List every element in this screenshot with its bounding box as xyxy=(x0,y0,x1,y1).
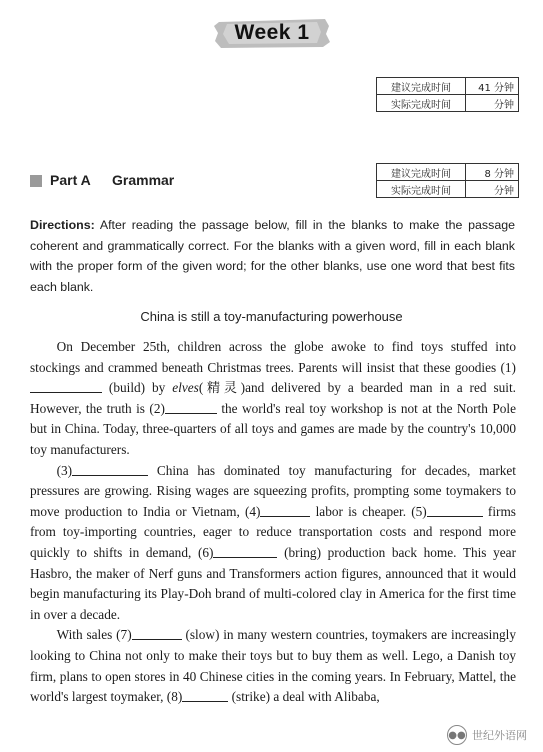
directions xyxy=(30,215,515,297)
blank-number: (4) xyxy=(244,503,261,519)
time-table-overall xyxy=(376,77,519,112)
blank-6[interactable] xyxy=(213,544,277,558)
paragraph-2: (3) China has dominated toy manufacturing for decades, market pressures are growing. Rising wages are squeezing profits, prompting some toymakers to move production to India or Vietnam, (4) labor is cheaper. (5) firms from toy-importing countries, eager to reduce transportation costs and respond more quickly to shifts in demand, (6) (bring) production back home. This year Hasbro, the maker of Nerf guns and Transformers action figures, announced that it would begin manufacturing its Play-Doh brand of multi-colored clay in America for the first time in over a decade. xyxy=(30,462,516,622)
blank-number: (2) xyxy=(149,400,165,416)
table-row xyxy=(377,164,519,181)
blank-1[interactable] xyxy=(30,379,102,393)
blank-4[interactable] xyxy=(260,503,310,517)
time-label: 实际完成时间 xyxy=(377,95,466,112)
blank-number: (7) xyxy=(116,627,132,643)
table-row xyxy=(377,95,519,112)
blank-number: (1) xyxy=(500,359,516,375)
table-row xyxy=(377,78,519,95)
blank-7[interactable] xyxy=(132,626,182,640)
time-label: 建议完成时间 xyxy=(377,164,466,181)
watermark xyxy=(447,726,527,744)
watermark-text: 世纪外语网 xyxy=(472,729,527,742)
blank-5[interactable] xyxy=(427,503,483,517)
part-title: Grammar xyxy=(112,172,175,188)
time-label: 实际完成时间 xyxy=(377,181,466,198)
blank-number: (3) xyxy=(56,462,73,478)
blank-number: (8) xyxy=(166,689,183,705)
blank-number: (6) xyxy=(197,544,214,560)
blank-number: (5) xyxy=(411,503,427,519)
passage xyxy=(30,337,516,708)
time-value: 分钟 xyxy=(466,95,519,112)
directions-label: Directions: xyxy=(30,218,95,232)
blank-2[interactable] xyxy=(165,400,217,414)
time-value: 41 分钟 xyxy=(466,78,519,95)
time-table-part-a xyxy=(376,163,519,198)
week-banner xyxy=(213,16,331,50)
time-value: 分钟 xyxy=(466,181,519,198)
blank-3[interactable] xyxy=(72,462,148,476)
paragraph-3: With sales (7) (slow) in many western countries, toymakers are increasingly looking to China not only to make their toys but to buy them as well. Lego, a Danish toy firm, plans to open stores in 40 Chinese cities in the coming years. In February, Mattel, the world's largest toymaker, (8) (strike) a deal with Alibaba, xyxy=(30,627,516,705)
part-label: Part A xyxy=(50,172,91,188)
wechat-icon: ●● xyxy=(447,725,467,745)
directions-text: After reading the passage below, fill in the blanks to make the passage coherent and grammatically correct. For the blanks with a given word, fill in each blank with the proper form of the given word; for the other blanks, use one word that best fits each blank. xyxy=(30,218,515,294)
passage-title: China is still a toy-manufacturing powerhouse xyxy=(140,309,403,324)
table-row xyxy=(377,181,519,198)
blank-8[interactable] xyxy=(182,688,228,702)
time-value: 8 分钟 xyxy=(466,164,519,181)
week-label: Week 1 xyxy=(234,21,310,44)
square-bullet-icon xyxy=(30,175,42,187)
paragraph-1: On December 25th, children across the globe awoke to find toys stuffed into stockings and crammed beneath Christmas trees. Parents will insist that these goodies (1) (build) by elves(精灵)and delivered by a bearded man in a red suit. However, the truth is (2) the world's real toy workshop is not at the North Pole but in China. Today, three-quarters of all toys and games are made by the country's 10,000 toy manufacturers. xyxy=(30,339,516,457)
time-label: 建议完成时间 xyxy=(377,78,466,95)
